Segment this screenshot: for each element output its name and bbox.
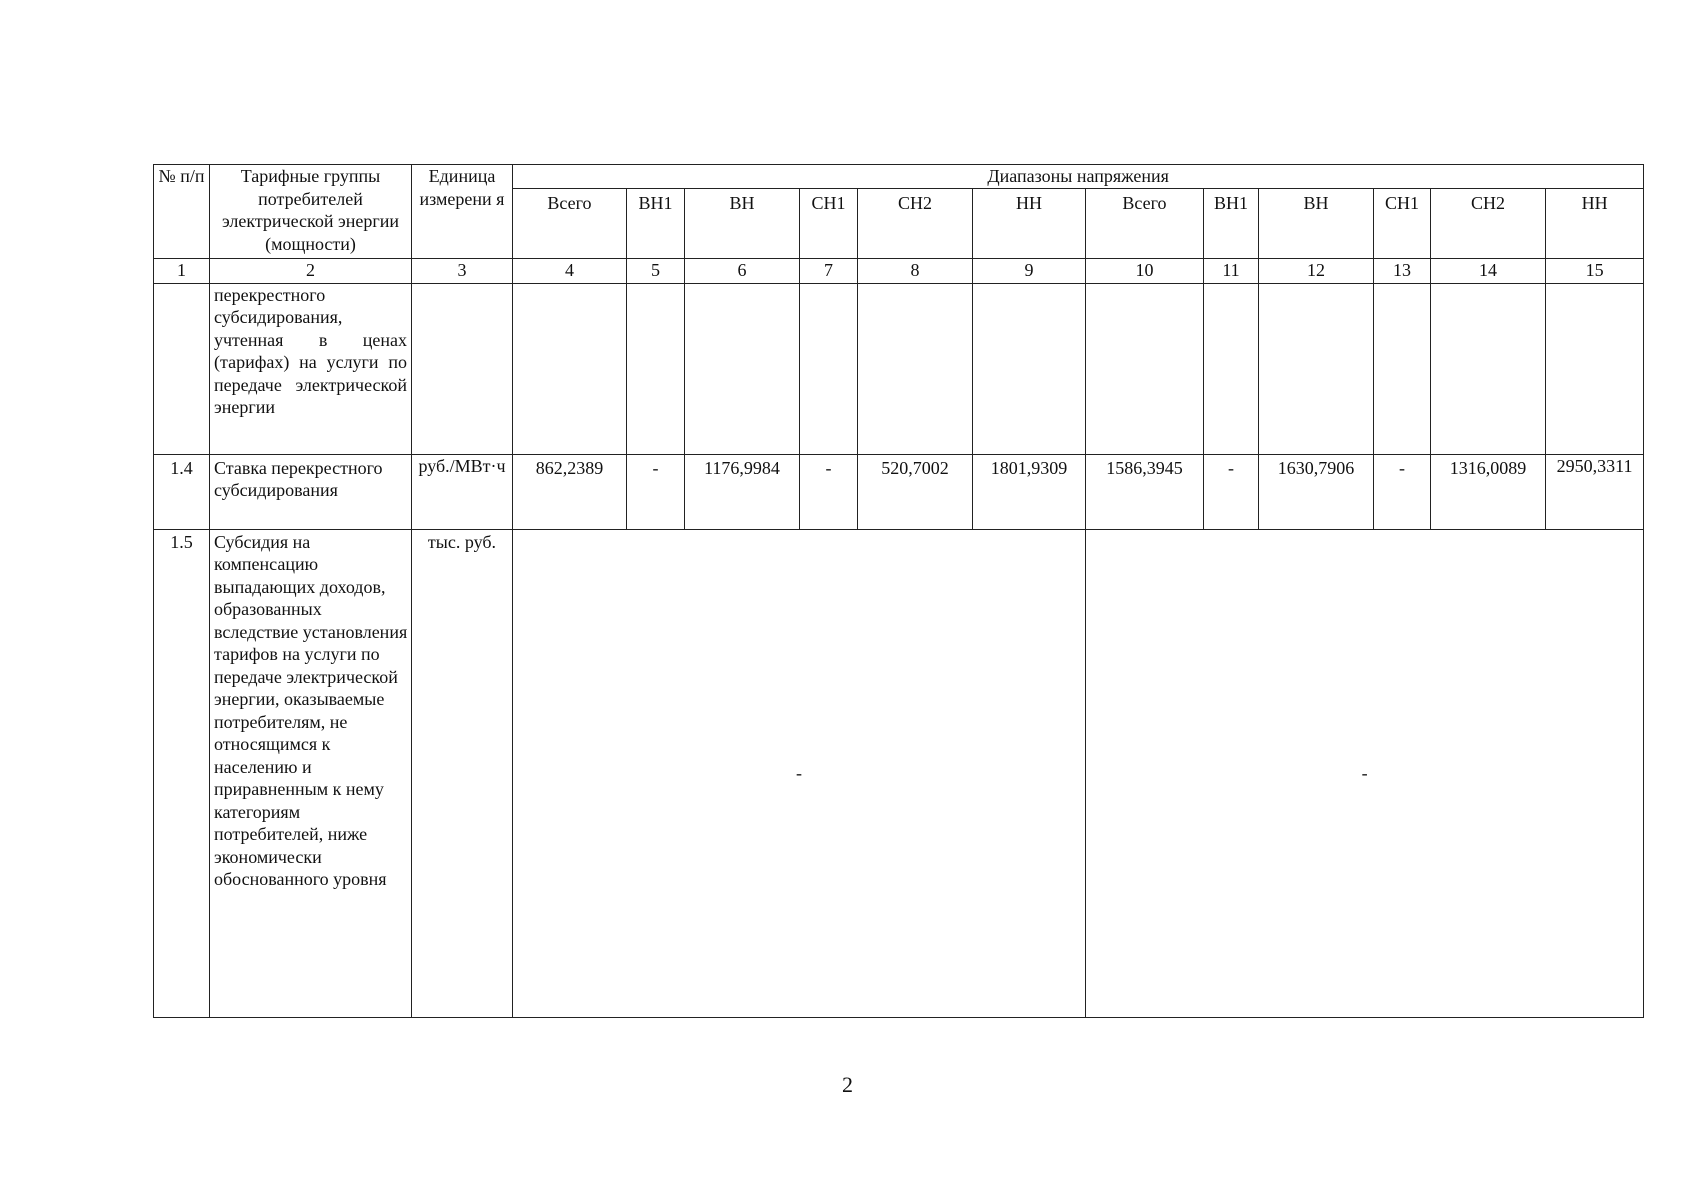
value-cell bbox=[800, 283, 858, 454]
header-number-cell: № п/п bbox=[154, 165, 210, 259]
value-cell: 2950,3311 bbox=[1546, 454, 1644, 529]
header-sub-total: Всего bbox=[513, 188, 627, 258]
row-name-cell: перекрестного субсидирования, учтенная в ценах (тарифах) на услуги по передаче электрической энергии bbox=[210, 283, 412, 454]
column-number: 11 bbox=[1204, 258, 1259, 283]
column-number: 1 bbox=[154, 258, 210, 283]
value-cell bbox=[858, 283, 973, 454]
header-sub-vn1: ВН1 bbox=[1204, 188, 1259, 258]
header-sub-nn: НН bbox=[1546, 188, 1644, 258]
value-cell: - bbox=[627, 454, 685, 529]
value-cell: 1801,9309 bbox=[973, 454, 1086, 529]
value-cell: - bbox=[800, 454, 858, 529]
header-sub-nn: НН bbox=[973, 188, 1086, 258]
header-sub-total: Всего bbox=[1086, 188, 1204, 258]
value-cell bbox=[1374, 283, 1431, 454]
row-name-cell: Субсидия на компенсацию выпадающих доходов, образованных вследствие установления тарифов на услуги по передаче электрической энергии, оказываемые потребителям, не относящимся к населению и приравненным к нему категориям потребителей, ниже экономически обоснованного уровня bbox=[210, 529, 412, 1017]
value-cell: 520,7002 bbox=[858, 454, 973, 529]
row-number-cell bbox=[154, 283, 210, 454]
column-number: 8 bbox=[858, 258, 973, 283]
value-cell bbox=[1546, 283, 1644, 454]
value-cell bbox=[973, 283, 1086, 454]
value-cell: - bbox=[1204, 454, 1259, 529]
header-sub-vn: ВН bbox=[685, 188, 800, 258]
table-row bbox=[154, 283, 1644, 454]
column-number: 9 bbox=[973, 258, 1086, 283]
header-tariff-groups-cell: Тарифные группы потребителей электрической энергии (мощности) bbox=[210, 165, 412, 259]
tariff-table bbox=[153, 164, 1644, 1018]
header-sub-sn1: СН1 bbox=[1374, 188, 1431, 258]
column-number: 14 bbox=[1431, 258, 1546, 283]
column-number: 7 bbox=[800, 258, 858, 283]
value-cell bbox=[513, 283, 627, 454]
row-number-cell: 1.5 bbox=[154, 529, 210, 1017]
header-row bbox=[154, 165, 1644, 189]
row-unit-cell bbox=[412, 283, 513, 454]
header-voltage-ranges: Диапазоны напряжения bbox=[513, 165, 1644, 189]
value-cell bbox=[1259, 283, 1374, 454]
row-unit-cell: руб./МВт·ч bbox=[412, 454, 513, 529]
merged-value-cell: - bbox=[513, 529, 1086, 1017]
value-cell: 1630,7906 bbox=[1259, 454, 1374, 529]
header-sub-vn1: ВН1 bbox=[627, 188, 685, 258]
column-number: 12 bbox=[1259, 258, 1374, 283]
row-number-cell: 1.4 bbox=[154, 454, 210, 529]
table-row bbox=[154, 454, 1644, 529]
header-sub-sn2: СН2 bbox=[858, 188, 973, 258]
column-number: 10 bbox=[1086, 258, 1204, 283]
value-cell: 1586,3945 bbox=[1086, 454, 1204, 529]
column-number: 2 bbox=[210, 258, 412, 283]
header-unit-cell: Единица измерени я bbox=[412, 165, 513, 259]
value-cell: 862,2389 bbox=[513, 454, 627, 529]
merged-value-cell: - bbox=[1086, 529, 1644, 1017]
column-number: 3 bbox=[412, 258, 513, 283]
row-unit-cell: тыс. руб. bbox=[412, 529, 513, 1017]
value-cell: 1316,0089 bbox=[1431, 454, 1546, 529]
value-cell: - bbox=[1374, 454, 1431, 529]
value-cell bbox=[685, 283, 800, 454]
value-cell: 1176,9984 bbox=[685, 454, 800, 529]
column-number-row bbox=[154, 258, 1644, 283]
header-sub-vn: ВН bbox=[1259, 188, 1374, 258]
value-cell bbox=[627, 283, 685, 454]
value-cell bbox=[1086, 283, 1204, 454]
value-cell bbox=[1204, 283, 1259, 454]
table-row bbox=[154, 529, 1644, 1017]
value-cell bbox=[1431, 283, 1546, 454]
column-number: 6 bbox=[685, 258, 800, 283]
page-number: 2 bbox=[842, 1072, 853, 1097]
row-name-cell: Ставка перекрестного субсидирования bbox=[210, 454, 412, 529]
header-sub-sn2: СН2 bbox=[1431, 188, 1546, 258]
column-number: 5 bbox=[627, 258, 685, 283]
column-number: 13 bbox=[1374, 258, 1431, 283]
header-sub-sn1: СН1 bbox=[800, 188, 858, 258]
column-number: 15 bbox=[1546, 258, 1644, 283]
column-number: 4 bbox=[513, 258, 627, 283]
